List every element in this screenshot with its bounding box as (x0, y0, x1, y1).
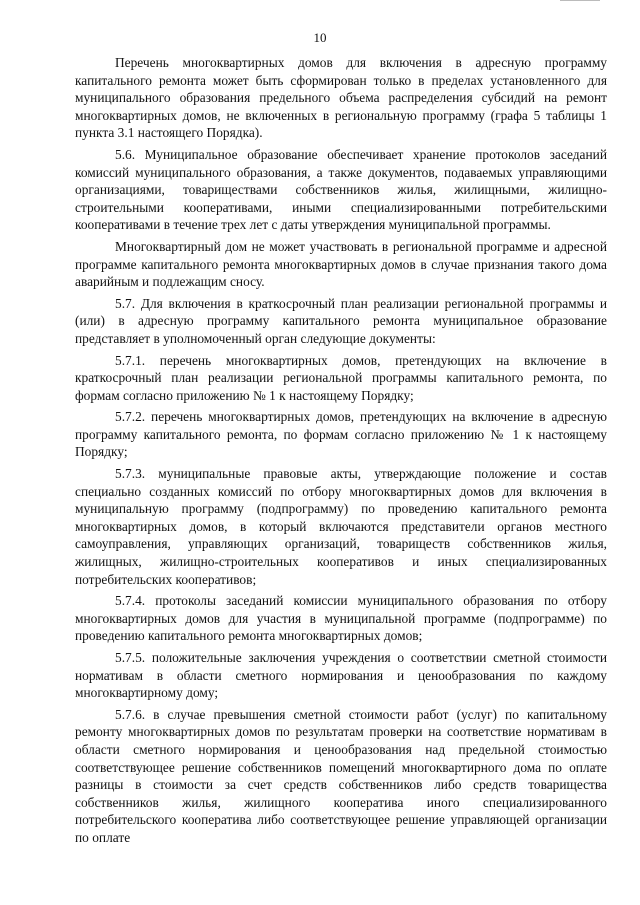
paragraph-5-7-5: 5.7.5. положительные заключения учреждения о соответствии сметной стоимости нормативам в области сметного нормирования и ценообразования по каждому многоквартирному дому; (75, 650, 607, 701)
paragraph-5-7-4: 5.7.4. протоколы заседаний комиссии муниципального образования по отбору многоквартирных домов для участия в муниципальной программе (подпрограмме) по проведению капитального ремонта многоквартирных домов; (75, 593, 607, 644)
paragraph-5-7-6: 5.7.6. в случае превышения сметной стоимости работ (услуг) по капитальному ремонту многоквартирных домов по результатам проверки на соответствие нормативам в области сметного нормирования и ценообразования над предельной стоимостью соответствующее решение собственников помещений многоквартирного дома по оплате разницы в стоимости за счет средств собственников либо средств товарищества собственников жилья, жилищного кооператива иного специализированного потребительского кооператива либо соответствующее решение управляющей организации по оплате (75, 706, 607, 845)
paragraph-5-7-1: 5.7.1. перечень многоквартирных домов, претендующих на включение в краткосрочный план реализации региональной программы капитального ремонта, по формам согласно приложению № 1 к настоящему Порядку; (75, 352, 607, 403)
paragraph-emergency-house: Многоквартирный дом не может участвовать в региональной программе и адресной программе капитального ремонта многоквартирных домов в случае признания такого дома аварийным и подлежащим сносу. (75, 238, 607, 290)
paragraph-5-7: 5.7. Для включения в краткосрочный план реализации региональной программы и (или) в адресную программу капитального ремонта муниципальное образование представляет в уполномоченный орган следующие документы: (75, 295, 607, 346)
document-body (75, 54, 607, 851)
page-number: 10 (313, 30, 327, 45)
paragraph-5-7-3: 5.7.3. муниципальные правовые акты, утверждающие положение и состав специально созданных комиссий по отбору многоквартирных домов для включения в муниципальную программу (подпрограмму) по проведению капитального ремонта многоквартирных домов, в который включаются представители органов местного самоуправления, управляющих организаций, товариществ собственников жилья, жилищных, жилищно-строительных кооперативов и иных специализированных потребительских кооперативов; (75, 466, 607, 587)
scan-edge-mark (560, 0, 600, 4)
paragraph-5-7-2: 5.7.2. перечень многоквартирных домов, претендующих на включение в адресную программу капитального ремонта, по формам согласно приложению № 1 к настоящему Порядку; (75, 409, 607, 460)
paragraph-5-6: 5.6. Муниципальное образование обеспечивает хранение протоколов заседаний комиссий муниципального образования, а также документов, подаваемых управляющими организациями, товариществами собственников жилья, жилищными, жилищно-строительными кооперативами, иными специализированными потребительскими кооперативами в течение трех лет с даты утверждения муниципальной программы. (75, 146, 607, 233)
paragraph-address-program-limit: Перечень многоквартирных домов для включения в адресную программу капитального ремонта может быть сформирован только в пределах установленного для муниципального образования предельного объема распределения субсидий на ремонт многоквартирных домов, не включенных в региональную программу (графа 5 таблицы 1 пункта 3.1 настоящего Порядка). (75, 55, 607, 141)
